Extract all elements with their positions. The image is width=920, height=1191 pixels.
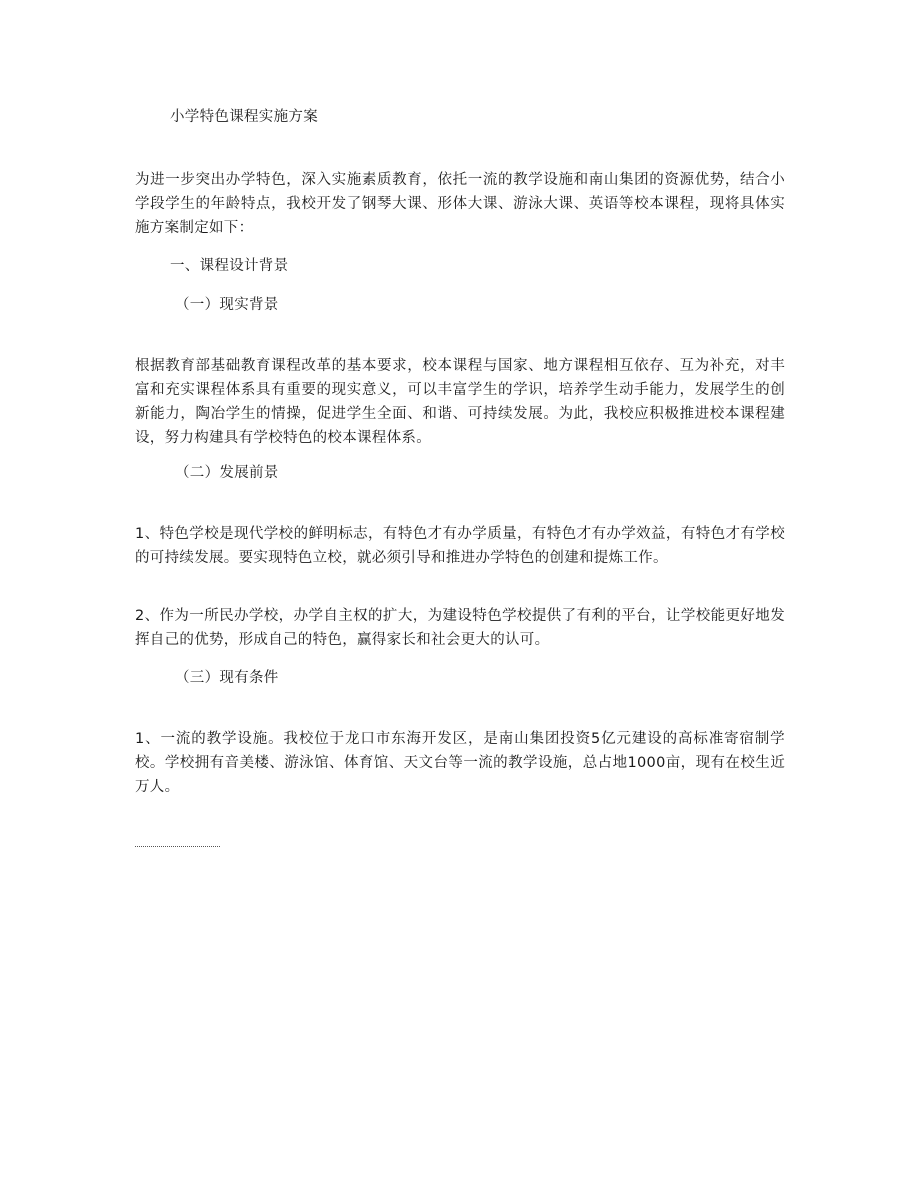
subsection-heading-real-background: （一）现实背景 <box>175 297 279 313</box>
intro-paragraph: 为进一步突出办学特色，深入实施素质教育，依托一流的教学设施和南山集团的资源优势，结合小学段学生的年龄特点，我校开发了钢琴大课、形体大课、游泳大课、英语等校本课程，现将具体实施方案制定如下： <box>135 172 785 236</box>
development-item-1: 1、特色学校是现代学校的鲜明标志，有特色才有办学质量，有特色才有办学效益，有特色才有学校的可持续发展。要实现特色立校，就必须引导和推进办学特色的创建和提炼工作。 <box>135 526 785 566</box>
section-heading-course-background: 一、课程设计背景 <box>170 258 289 274</box>
subsection-heading-existing-conditions: （三）现有条件 <box>175 670 279 686</box>
development-item-2: 2、作为一所民办学校，办学自主权的扩大，为建设特色学校提供了有利的平台，让学校能更好地发挥自己的优势，形成自己的特色，赢得家长和社会更大的认可。 <box>135 608 785 648</box>
subsection-heading-development-prospects: （二）发展前景 <box>175 465 279 481</box>
existing-conditions-item-1: 1、一流的教学设施。我校位于龙口市东海开发区，是南山集团投资5亿元建设的高标准寄宿制学校。学校拥有音美楼、游泳馆、体育馆、天文台等一流的教学设施，总占地1000亩，现有在校生近万人。 <box>135 731 785 795</box>
footnote-divider <box>135 846 220 847</box>
real-background-paragraph: 根据教育部基础教育课程改革的基本要求，校本课程与国家、地方课程相互依存、互为补充，对丰富和充实课程体系具有重要的现实意义，可以丰富学生的学识，培养学生动手能力，发展学生的创新能力，陶冶学生的情操，促进学生全面、和谐、可持续发展。为此，我校应积极推进校本课程建设，努力构建具有学校特色的校本课程体系。 <box>135 358 785 446</box>
document-title: 小学特色课程实施方案 <box>170 109 318 125</box>
